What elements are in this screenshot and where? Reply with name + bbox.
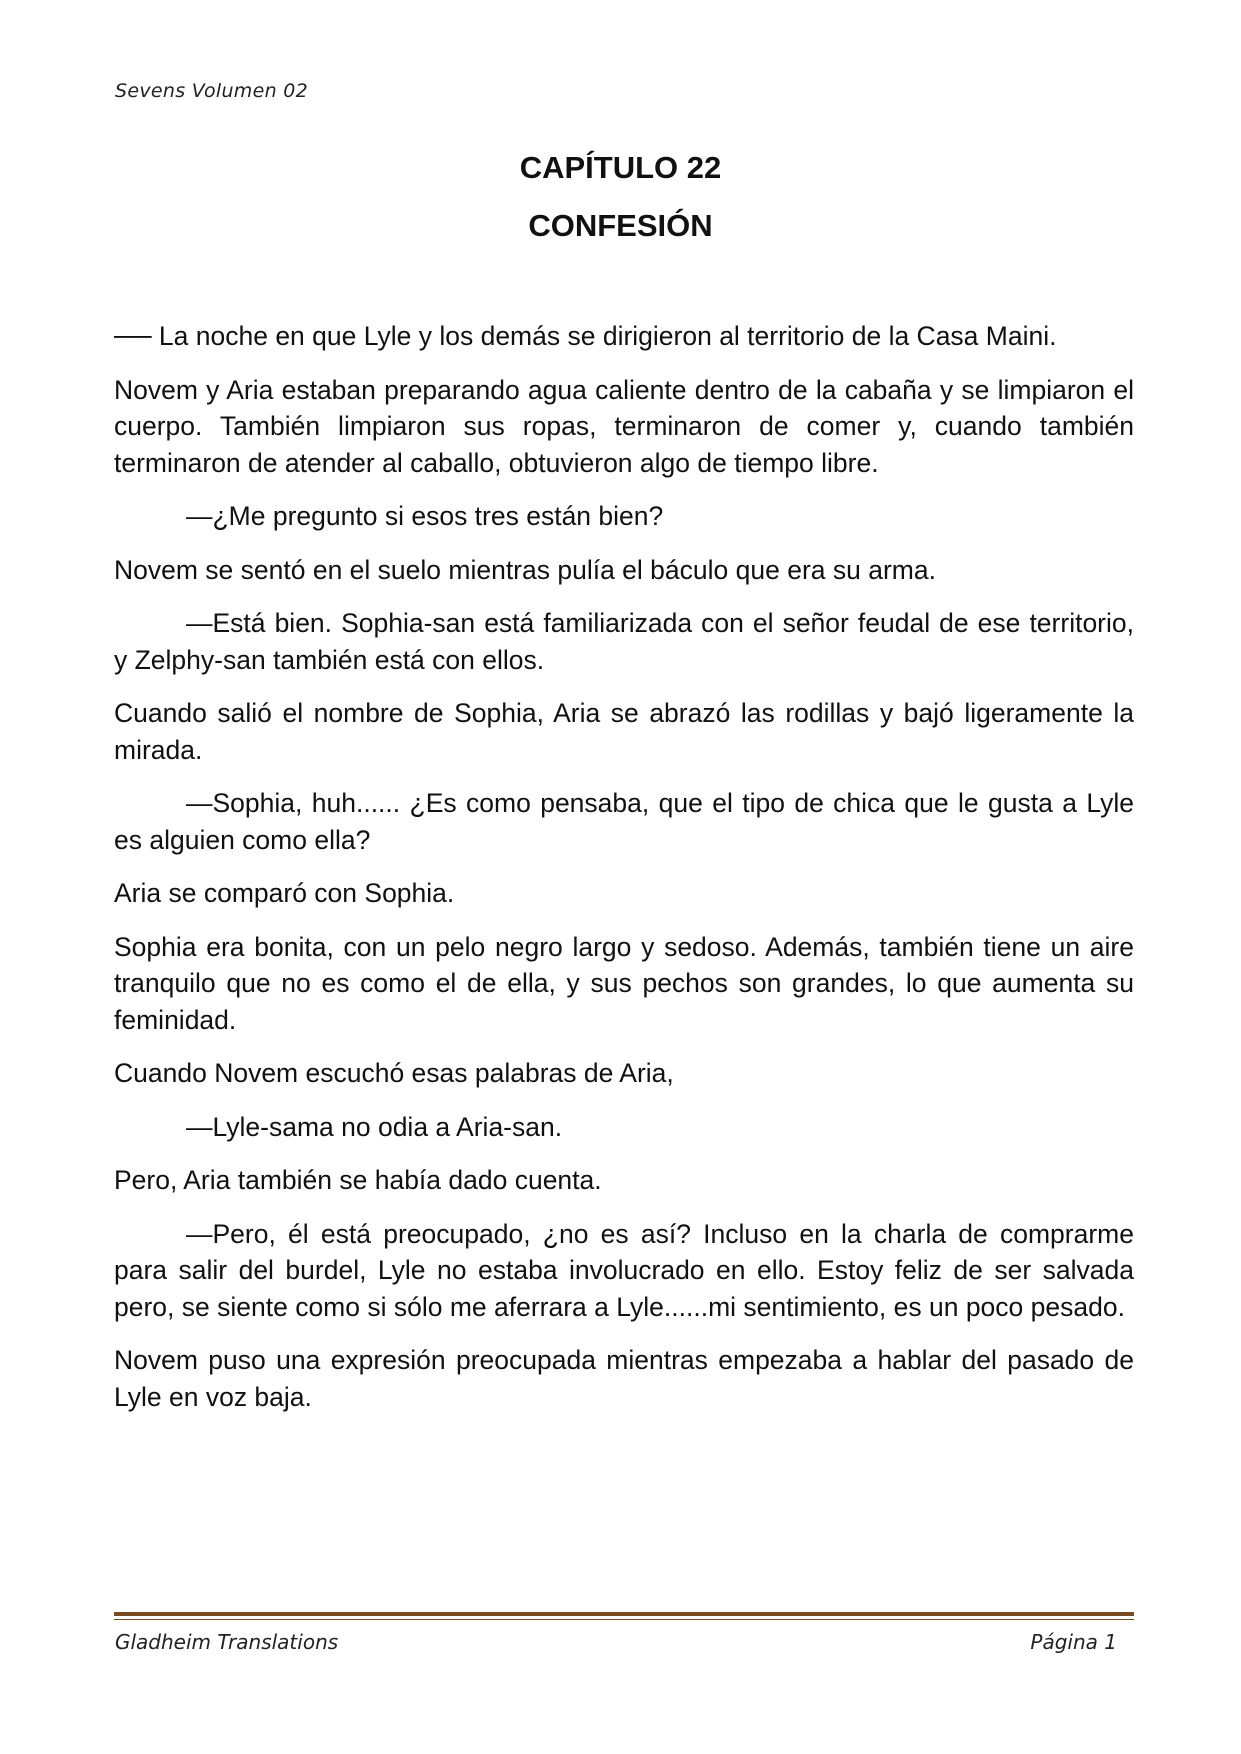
dialogue-paragraph: —Está bien. Sophia-san está familiarizada con el señor feudal de ese territorio, y Zelphy-san también está con ellos.: [114, 608, 1134, 675]
chapter-title: CONFESIÓN: [528, 208, 713, 243]
footer-publisher: Gladheim Translations: [115, 1630, 339, 1654]
dialogue-paragraph: —Sophia, huh...... ¿Es como pensaba, que el tipo de chica que le gusta a Lyle es alguien como ella?: [114, 788, 1134, 855]
paragraph: Novem se sentó en el suelo mientras pulía el báculo que era su arma.: [114, 554, 936, 585]
page-number: Página 1: [1030, 1630, 1117, 1654]
paragraph: Novem puso una expresión preocupada mientras empezaba a hablar del pasado de Lyle en voz baja.: [114, 1345, 1134, 1412]
dialogue-paragraph: —¿Me pregunto si esos tres están bien?: [186, 501, 664, 531]
paragraph: Novem y Aria estaban preparando agua caliente dentro de la cabaña y se limpiaron el cuerpo. También limpiaron sus ropas, terminaron de comer y, cuando también terminaron de atender al caballo, obtuvieron algo de tiempo libre.: [114, 374, 1134, 478]
paragraph: ── La noche en que Lyle y los demás se dirigieron al territorio de la Casa Maini.: [114, 321, 1057, 351]
footer-divider: [114, 1612, 1134, 1616]
running-header: Sevens Volumen 02: [115, 80, 309, 102]
footer-divider-thin: [114, 1619, 1134, 1620]
paragraph: Pero, Aria también se había dado cuenta.: [114, 1165, 602, 1195]
paragraph: Cuando Novem escuchó esas palabras de Aria,: [114, 1058, 674, 1088]
paragraph: Cuando salió el nombre de Sophia, Aria se abrazó las rodillas y bajó ligeramente la mirada.: [114, 698, 1134, 765]
paragraph: Sophia era bonita, con un pelo negro largo y sedoso. Además, también tiene un aire tranquilo que no es como el de ella, y sus pechos son grandes, lo que aumenta su feminidad.: [114, 931, 1134, 1035]
body-text: [114, 318, 1134, 1432]
paragraph: Aria se comparó con Sophia.: [114, 878, 455, 908]
dialogue-paragraph: —Lyle-sama no odia a Aria-san.: [186, 1111, 563, 1142]
dialogue-paragraph: —Pero, él está preocupado, ¿no es así? Incluso en la charla de comprarme para salir del burdel, Lyle no estaba involucrado en ello. Estoy feliz de ser salvada pero, se siente como si sólo me aferrara a Lyle......mi sentimiento, es un poco pesado.: [114, 1218, 1134, 1322]
chapter-number: CAPÍTULO 22: [519, 150, 722, 185]
